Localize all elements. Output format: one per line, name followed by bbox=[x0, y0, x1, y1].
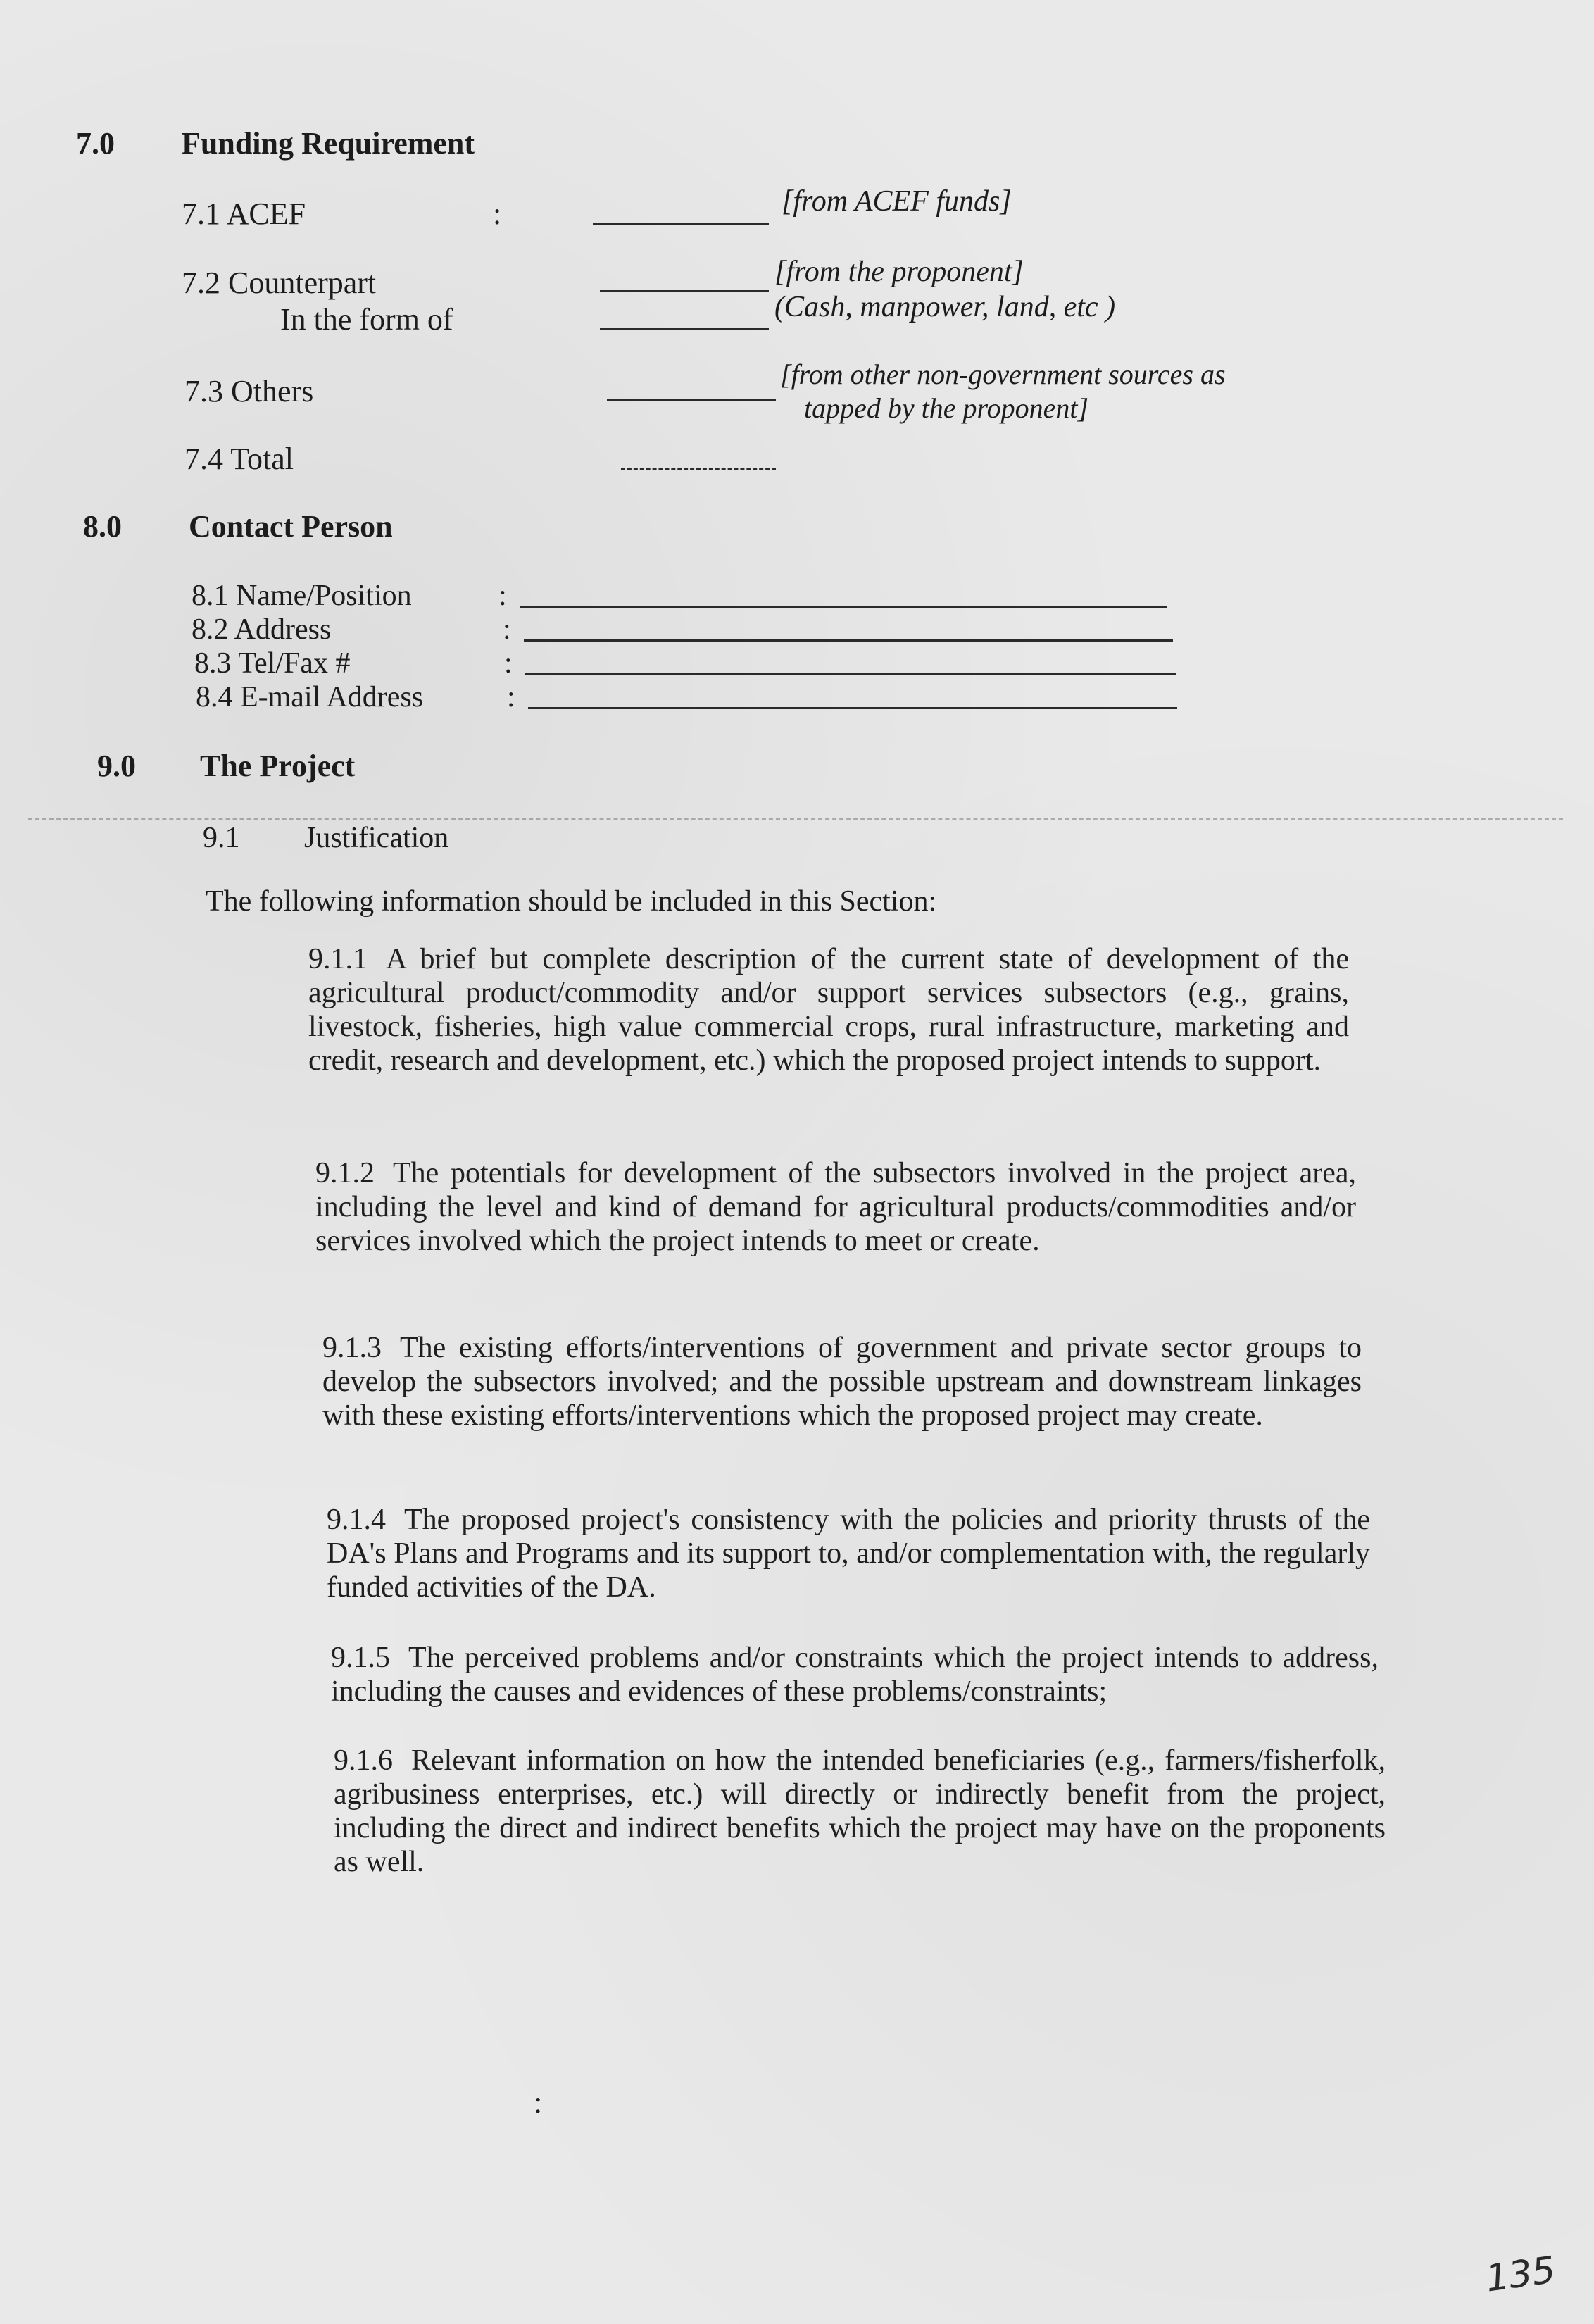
contact-telfax-blank[interactable] bbox=[525, 673, 1176, 675]
contact-name-position-label: 8.1 Name/Position bbox=[192, 580, 412, 612]
others-note-line-2: tapped by the proponent] bbox=[804, 392, 1089, 424]
item-9-1-5-text: The perceived problems and/or constraints which the project intends to address, including the causes and evidences of these problems/constraints; bbox=[331, 1642, 1379, 1708]
section-7-title: Funding Requirement bbox=[182, 126, 475, 161]
item-9-1-6-text: Relevant information on how the intended beneficiaries (e.g., farmers/fisherfolk, agribusiness enterprises, etc.) will directly or indirectly benefit from the project, including the direct and indirect benefits which the project may have on the proponents as well. bbox=[334, 1744, 1386, 1878]
acef-label: 7.1 ACEF bbox=[182, 196, 306, 231]
form-label: In the form of bbox=[280, 302, 453, 337]
section-7-number: 7.0 bbox=[76, 126, 115, 161]
counterpart-amount-blank[interactable] bbox=[600, 290, 769, 292]
subsection-9-1-number: 9.1 bbox=[203, 822, 240, 854]
item-9-1-2-number: 9.1.2 bbox=[315, 1157, 375, 1189]
stray-mark: : bbox=[534, 2085, 543, 2120]
item-9-1-1-text: A brief but complete description of the current state of development of the agricultural product/commodity and/or support services subsectors (e.g., grains, livestock, fisheries, high value commercial crops, rural infrastructure, marketing and credit, research and development, etc.) which the proposed project intends to support. bbox=[308, 943, 1349, 1077]
item-9-1-1 bbox=[308, 942, 1349, 1077]
others-label: 7.3 Others bbox=[184, 374, 314, 408]
total-label: 7.4 Total bbox=[184, 442, 294, 476]
counterpart-label: 7.2 Counterpart bbox=[182, 265, 377, 300]
section-9-title: The Project bbox=[200, 749, 356, 783]
acef-colon: : bbox=[493, 196, 502, 231]
item-9-1-1-number: 9.1.1 bbox=[308, 943, 368, 975]
item-9-1-5-number: 9.1.5 bbox=[331, 1642, 390, 1674]
item-9-1-6-number: 9.1.6 bbox=[334, 1744, 393, 1777]
contact-email-colon: : bbox=[507, 681, 515, 713]
item-9-1-3-number: 9.1.3 bbox=[322, 1332, 382, 1364]
others-note-line-1: [from other non-government sources as bbox=[780, 358, 1226, 390]
item-9-1-4-text: The proposed project's consistency with the policies and priority thrusts of the DA's Plans and Programs and its support to, and/or complementation with, the regularly funded activities of the DA. bbox=[327, 1504, 1370, 1604]
form-note: (Cash, manpower, land, etc ) bbox=[774, 291, 1116, 323]
page-number: 135 bbox=[1483, 2249, 1558, 2301]
justification-intro: The following information should be included in this Section: bbox=[206, 885, 937, 918]
item-9-1-2 bbox=[315, 1156, 1356, 1258]
contact-address-blank[interactable] bbox=[524, 639, 1173, 642]
contact-email-label: 8.4 E-mail Address bbox=[196, 681, 424, 713]
item-9-1-4-number: 9.1.4 bbox=[327, 1504, 386, 1536]
acef-note: [from ACEF funds] bbox=[782, 185, 1012, 218]
others-amount-blank[interactable] bbox=[607, 399, 776, 401]
contact-email-blank[interactable] bbox=[528, 707, 1177, 709]
contact-telfax-label: 8.3 Tel/Fax # bbox=[194, 647, 351, 680]
contact-telfax-colon: : bbox=[504, 647, 513, 680]
item-9-1-3 bbox=[322, 1331, 1362, 1432]
item-9-1-2-text: The potentials for development of the subsectors involved in the project area, including the level and kind of demand for agricultural products/commodities and/or services involved which the project intends to meet or create. bbox=[315, 1157, 1356, 1257]
item-9-1-5 bbox=[331, 1641, 1379, 1708]
contact-name-position-colon: : bbox=[498, 580, 507, 612]
subsection-9-1-title: Justification bbox=[304, 822, 449, 854]
contact-address-colon: : bbox=[503, 613, 511, 646]
counterpart-note: [from the proponent] bbox=[774, 256, 1024, 288]
item-9-1-4 bbox=[327, 1503, 1370, 1604]
item-9-1-3-text: The existing efforts/interventions of government and private sector groups to develop the subsectors involved; and the possible upstream and downstream linkages with these existing efforts/interventions which the proposed project may create. bbox=[322, 1332, 1362, 1432]
form-blank[interactable] bbox=[600, 328, 769, 330]
section-8-title: Contact Person bbox=[189, 509, 393, 544]
scan-divider bbox=[28, 818, 1563, 820]
item-9-1-6 bbox=[334, 1744, 1386, 1879]
contact-address-label: 8.2 Address bbox=[192, 613, 332, 646]
section-8-number: 8.0 bbox=[83, 509, 122, 544]
contact-name-position-blank[interactable] bbox=[520, 606, 1167, 608]
acef-amount-blank[interactable] bbox=[593, 223, 769, 225]
total-amount-blank[interactable] bbox=[621, 468, 776, 470]
section-9-number: 9.0 bbox=[97, 749, 136, 783]
